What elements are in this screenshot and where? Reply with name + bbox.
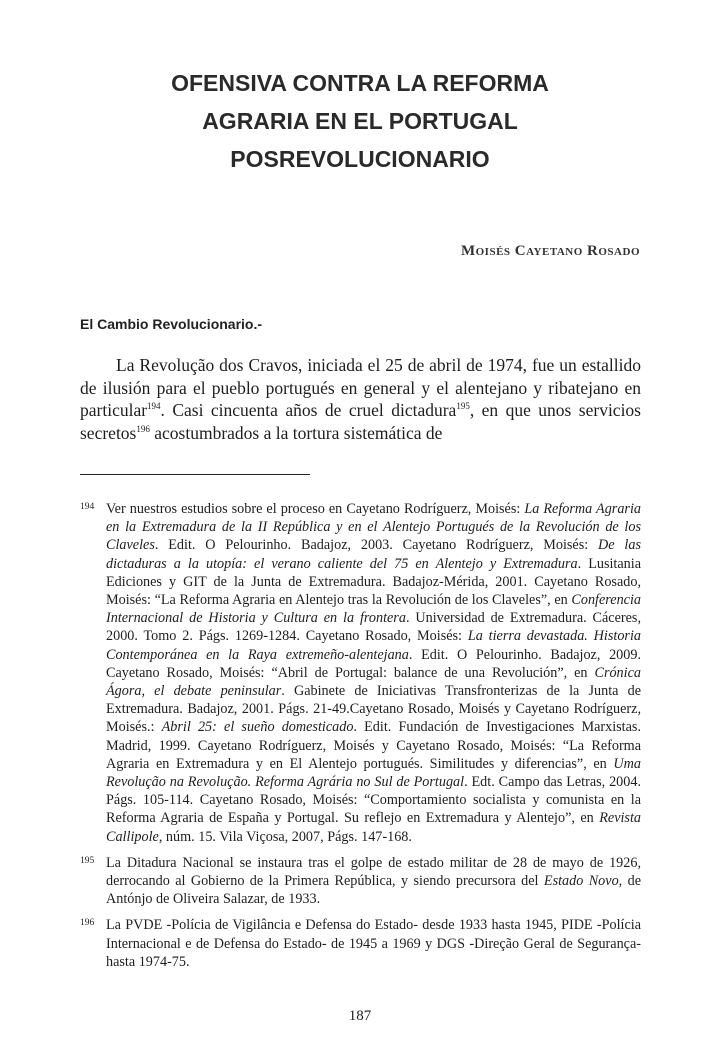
footnote-ref-195[interactable]: 195: [456, 401, 470, 412]
body-text-segment: acostumbrados a la tortura sistemática de: [149, 422, 443, 443]
footnote-number: 194: [80, 502, 95, 512]
body-text-segment: . Casi cincuenta años de cruel dictadura: [160, 400, 457, 420]
footnote-ref-196[interactable]: 196: [136, 423, 150, 434]
body-text-segment: La Revolução dos Cravos, iniciada el 25 de abril de 1974, fue un estallido de ilusión para el pueblo portugués en general y el alentejano y ribatejano en particular: [80, 355, 641, 420]
footnote-text-segment: , de Antónjo de Oliveira Salazar, de 1933.: [106, 873, 642, 908]
footnote-italic-title: La Reforma Agraria en la Extremadura de la II República y en el Alentejo Portugués de la Revolución de los Claveles: [106, 501, 641, 554]
footnote-text-segment: . Gabinete de Iniciativas Transfronterizas de la Junta de Extremadura. Badajoz, 2001. Págs. 21-49.Cayetano Rosado, Moisés y Cayetano Rodríguerz, Moisés.:: [106, 683, 641, 736]
footnote-text-segment: La Ditadura Nacional se instaura tras el golpe de estado militar de 28 de mayo de 1926, derrocando al Gobierno de la Primera República, y siendo precursora del: [106, 854, 641, 890]
footnote-text-segment: , núm. 15. Vila Viçosa, 2007, Págs. 147-168.: [158, 828, 412, 845]
footnote-italic-title: Crónica Ágora, el debate peninsular: [106, 664, 641, 700]
footnote-text: [106, 916, 641, 971]
chapter-title-line-3: POSREVOLUCIONARIO: [230, 146, 490, 172]
footnote-italic-title: Revista Callipole: [106, 810, 641, 845]
footnote-italic-title: Estado Novo: [543, 873, 619, 890]
footnote-italic-title: Conferencia Internacional de Historia y Cultura en la frontera: [106, 592, 641, 627]
footnote-text: [106, 854, 641, 909]
author-name: Moisés Cayetano Rosado: [460, 243, 640, 259]
footnote-separator: [80, 474, 310, 475]
section-heading: El Cambio Revolucionario.-: [80, 316, 263, 332]
chapter-title-line-2: AGRARIA EN EL PORTUGAL: [202, 108, 518, 134]
footnote-text: [106, 500, 641, 846]
footnote-italic-title: De las dictaduras a la utopía: el verano caliente del 75 en Alentejo y Extremadura: [106, 537, 641, 572]
footnote-number: 195: [80, 855, 95, 866]
footnote-number: 196: [80, 918, 95, 929]
footnote-ref-194[interactable]: 194: [147, 401, 161, 412]
footnote-194: [80, 500, 641, 846]
page-number: 187: [348, 1008, 372, 1024]
chapter-title: [0, 64, 720, 178]
body-text-segment: , en que unos servicios secretos: [80, 400, 641, 443]
footnote-text-segment: La PVDE -Polícia de Vigilância e Defensa do Estado- desde 1933 hasta 1945, PIDE -Polícia Internacional e de Defensa do Estado- de 1945 a 1969 y DGS -Direção Geral de Segurança- hasta 1974-75.: [106, 917, 641, 970]
body-paragraph: [80, 354, 641, 444]
footnote-195: [80, 854, 641, 909]
footnote-italic-title: Uma Revolução na Revolução. Reforma Agrária no Sul de Portugal: [106, 755, 641, 791]
footnote-text-segment: . Lusitania Ediciones y GIT de la Junta de Extremadura. Badajoz-Mérida, 2001. Cayetano Rosado, Moisés: “La Reforma Agraria en Alentejo tras la Revolución de los Claveles”, en: [106, 555, 641, 609]
footnotes-section: [80, 500, 641, 979]
footnote-text-segment: . Edt. Campo das Letras, 2004. Págs. 105-114. Cayetano Rosado, Moisés: “Comportamiento socialista y comunista en la Reforma Agraria de España y Portugal. Su reflejo en Extremadura y Alentejo”, en: [106, 774, 642, 827]
footnote-text-segment: . Edit. Fundación de Investigaciones Marxistas. Madrid, 1999. Cayetano Rodríguerz, Moisés y Cayetano Rosado, Moisés: “La Reforma Agraria en Extremadura y en El Alentejo portugués. Similitudes y diferencias”, en: [106, 719, 641, 772]
footnote-text-segment: . Edit. O Pelourinho. Badajoz, 2009. Cayetano Rosado, Moisés: “Abril de Portugal: balance de una Revolución”, en: [106, 646, 641, 681]
chapter-title-line-1: OFENSIVA CONTRA LA REFORMA: [171, 70, 549, 96]
footnote-italic-title: Abril 25: el sueño domesticado: [161, 719, 354, 736]
footnote-text-segment: . Edit. O Pelourinho. Badajoz, 2003. Cayetano Rodríguerz, Moisés:: [154, 537, 599, 554]
footnote-text-segment: . Universidad de Extremadura. Cáceres, 2000. Tomo 2. Págs. 1269-1284. Cayetano Rosado, Moisés:: [106, 610, 641, 645]
footnote-italic-title: La tierra devastada. Historia Contemporánea en la Raya extremeño-alentejana: [106, 628, 641, 663]
footnote-text-segment: Ver nuestros estudios sobre el proceso en Cayetano Rodríguerz, Moisés:: [106, 501, 525, 517]
footnote-196: [80, 916, 641, 971]
